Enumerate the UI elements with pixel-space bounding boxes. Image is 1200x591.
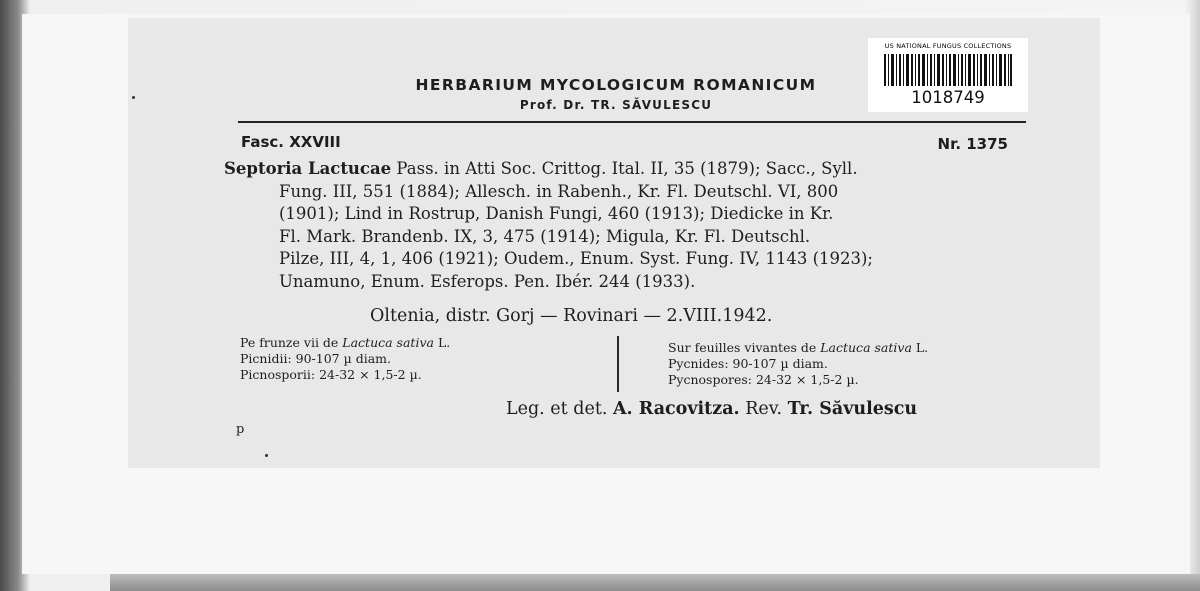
taxon-citation: [224, 158, 1024, 294]
collector-prefix: Leg. et det.: [506, 399, 613, 419]
header-rule: [238, 121, 1026, 123]
romanian-host-line: [240, 335, 450, 351]
citation-line: Fl. Mark. Brandenb. IX, 3, 475 (1914); Migula, Kr. Fl. Deutschl.: [279, 226, 811, 246]
host-suffix: L.: [911, 340, 929, 355]
species-name: Septoria Lactucae: [224, 159, 392, 178]
speck: [265, 454, 268, 457]
speck: [132, 96, 135, 99]
barcode-caption: US NATIONAL FUNGUS COLLECTIONS: [884, 42, 1012, 50]
french-pycnospores: Pycnospores: 24-32 × 1,5-2 µ.: [668, 372, 859, 387]
handwritten-mark: p: [236, 422, 245, 437]
citation-line: (1901); Lind in Rostrup, Danish Fungi, 460 (1913); Diedicke in Kr.: [279, 204, 834, 224]
citation-text: Pass. in Atti Soc. Crittog. Ital. II, 35 (1879); Sacc., Syll.: [391, 159, 858, 178]
reviser-name: Tr. Săvulescu: [787, 399, 918, 419]
barcode-label: [868, 38, 1028, 112]
citation-line: Fung. III, 551 (1884); Allesch. in Rabenh., Kr. Fl. Deutschl. VI, 800: [279, 181, 839, 201]
host-species: Lactuca sativa: [820, 340, 912, 355]
herbarium-editor: Prof. Dr. TR. SĂVULESCU: [519, 98, 713, 112]
romanian-pycnidia: Picnidii: 90-107 µ diam.: [240, 351, 391, 366]
barcode-number: 1018749: [911, 88, 985, 107]
host-suffix: L.: [433, 335, 451, 350]
romanian-description: [240, 335, 450, 383]
collection-locality: Oltenia, distr. Gorj — Rovinari — 2.VIII.1942.: [370, 306, 773, 326]
column-divider: [617, 336, 619, 392]
citation-line: [224, 158, 1024, 181]
herbarium-title: HERBARIUM MYCOLOGICUM ROMANICUM: [415, 76, 817, 94]
fascicle-number: Fasc. XXVIII: [241, 133, 341, 151]
host-species: Lactuca sativa: [342, 335, 434, 350]
host-prefix: Sur feuilles vivantes de: [668, 340, 821, 355]
bottom-edge-strip: [110, 574, 1200, 591]
collector-name: A. Racovitza.: [612, 399, 740, 419]
collector-line: [506, 399, 917, 419]
romanian-pycnospores: Picnosporii: 24-32 × 1,5-2 µ.: [240, 367, 422, 382]
reviser-prefix: Rev.: [739, 399, 788, 419]
french-description: [668, 340, 928, 388]
french-pycnidia: Pycnides: 90-107 µ diam.: [668, 356, 828, 371]
citation-line: Unamuno, Enum. Esferops. Pen. Ibér. 244 (1933).: [279, 271, 696, 291]
barcode-bars: [884, 54, 1012, 86]
exsiccata-number: Nr. 1375: [937, 135, 1008, 153]
host-prefix: Pe frunze vii de: [240, 335, 343, 350]
french-host-line: [668, 340, 928, 356]
citation-line: Pilze, III, 4, 1, 406 (1921); Oudem., Enum. Syst. Fung. IV, 1143 (1923);: [279, 249, 873, 269]
